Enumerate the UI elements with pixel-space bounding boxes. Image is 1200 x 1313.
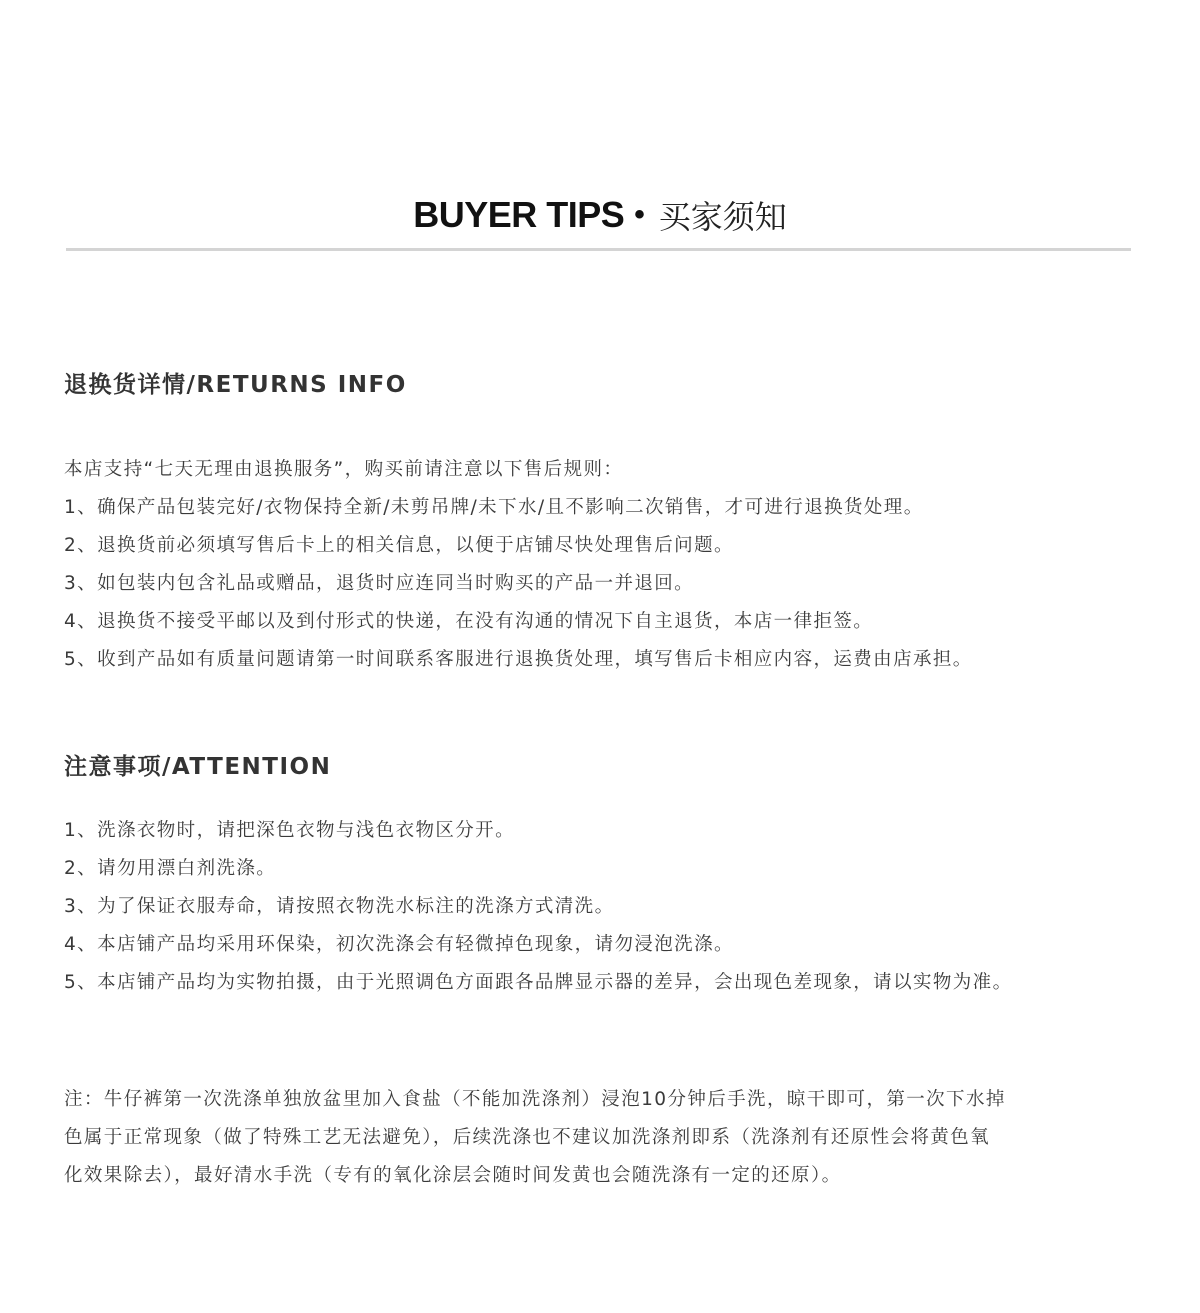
washing-note [64,1081,1144,1195]
attention-item: 1、洗涤衣物时，请把深色衣物与浅色衣物区分开。 [64,820,515,841]
header-title-en: BUYER TIPS [413,194,625,235]
returns-list [64,451,973,679]
header-separator-dot: • [634,198,645,231]
returns-section-title: 退换货详情/RETURNS INFO [64,372,407,398]
attention-item: 2、请勿用漂白剂洗涤。 [64,858,277,879]
note-line: 化效果除去），最好清水手洗（专有的氧化涂层会随时间发黄也会随洗涤有一定的还原）。 [64,1165,842,1186]
attention-section-title: 注意事项/ATTENTION [64,754,332,780]
returns-item: 1、确保产品包装完好/衣物保持全新/未剪吊牌/未下水/且不影响二次销售，才可进行退换货处理。 [64,497,924,518]
attention-item: 5、本店铺产品均为实物拍摄，由于光照调色方面跟各品牌显示器的差异，会出现色差现象，请以实物为准。 [64,972,1013,993]
header-divider [66,248,1131,251]
note-line: 色属于正常现象（做了特殊工艺无法避免），后续洗涤也不建议加洗涤剂即系（洗涤剂有还原性会将黄色氧 [64,1127,991,1148]
returns-item: 5、收到产品如有质量问题请第一时间联系客服进行退换货处理，填写售后卡相应内容，运费由店承担。 [64,649,973,670]
page-header [0,192,1200,238]
returns-item: 3、如包装内包含礼品或赠品，退货时应连同当时购买的产品一并退回。 [64,573,695,594]
attention-item: 4、本店铺产品均采用环保染，初次洗涤会有轻微掉色现象，请勿浸泡洗涤。 [64,934,734,955]
returns-intro: 本店支持“七天无理由退换服务”，购买前请注意以下售后规则： [64,459,624,480]
returns-item: 2、退换货前必须填写售后卡上的相关信息，以便于店铺尽快处理售后问题。 [64,535,734,556]
note-line: 注：牛仔裤第一次洗涤单独放盆里加入食盐（不能加洗涤剂）浸泡10分钟后手洗，晾干即可，第一次下水掉 [64,1089,1006,1110]
attention-list [64,812,1012,1002]
header-title-cn: 买家须知 [658,198,787,236]
attention-item: 3、为了保证衣服寿命，请按照衣物洗水标注的洗涤方式清洗。 [64,896,615,917]
returns-item: 4、退换货不接受平邮以及到付形式的快递，在没有沟通的情况下自主退货，本店一律拒签。 [64,611,874,632]
